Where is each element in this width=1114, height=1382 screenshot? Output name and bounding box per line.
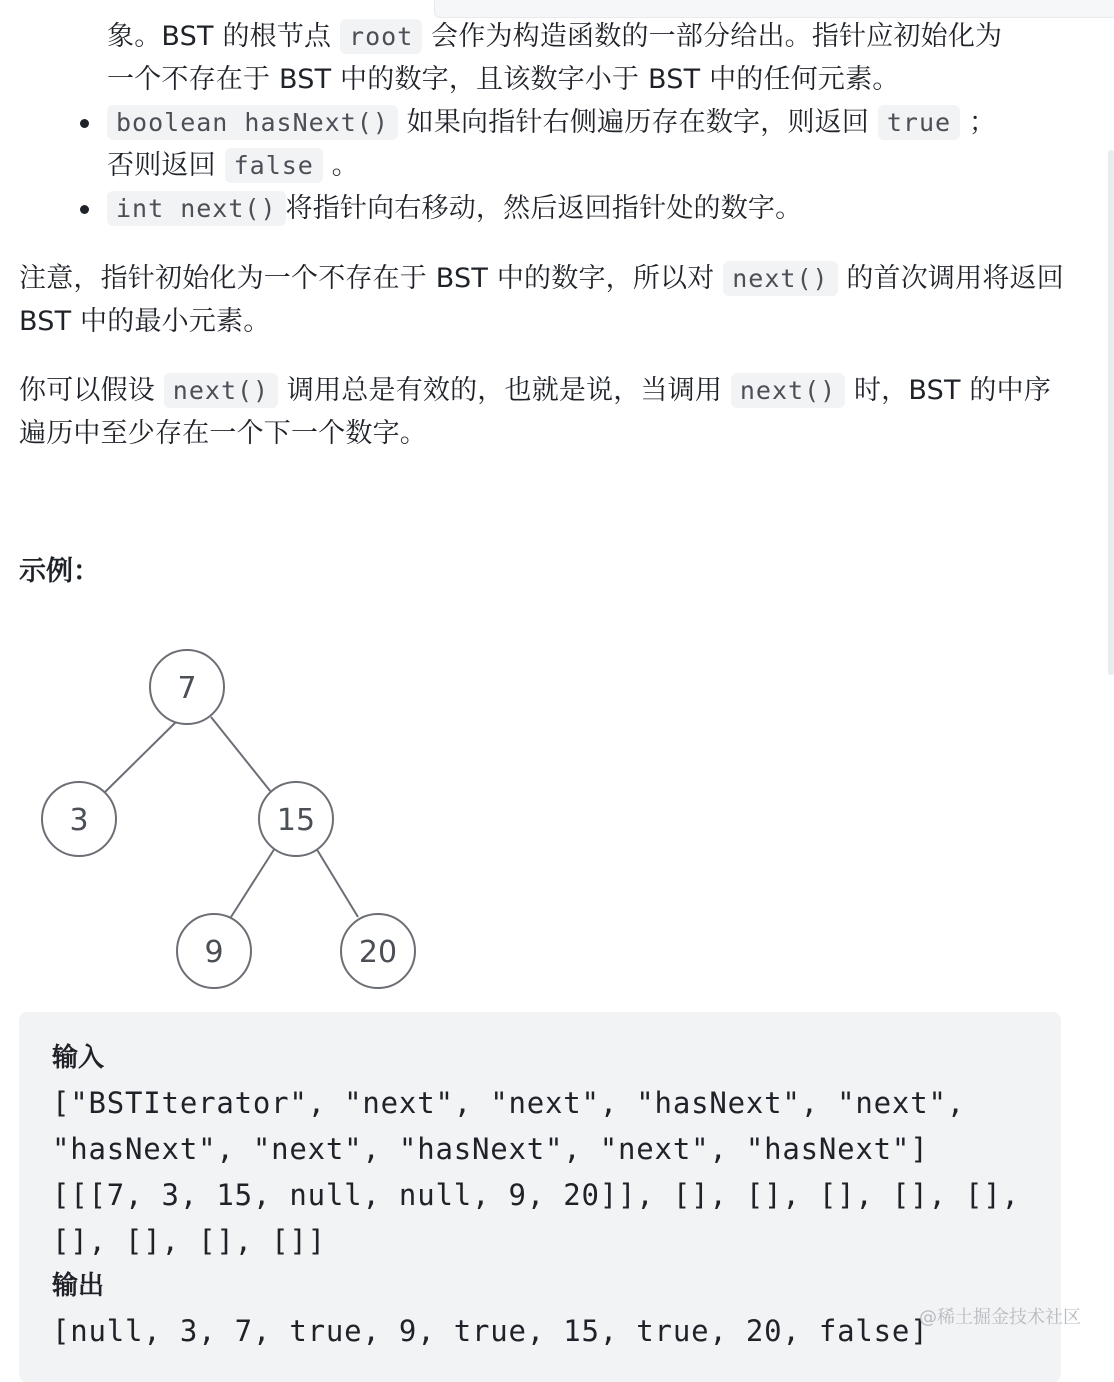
text: 如果向指针右侧遍历存在数字，则返回 <box>397 107 878 138</box>
node-label-15: 15 <box>276 803 316 838</box>
list-item-has-next <box>19 101 1059 187</box>
text: 注意，指针初始化为一个不存在于 BST 中的数字，所以对 <box>19 263 724 294</box>
output-label: 输出 <box>52 1271 105 1301</box>
node-label-3: 3 <box>69 803 89 838</box>
text: 的首次调用将返回 BST 中的最小元素。 <box>19 263 1064 337</box>
code-block-content <box>52 1036 1042 1354</box>
text: 将指针向右移动，然后返回指针处的数字。 <box>285 193 803 224</box>
code-next: int next() <box>107 191 286 226</box>
node-label-20: 20 <box>358 935 398 970</box>
code-next: next() <box>731 373 845 408</box>
example-code-block <box>19 1012 1061 1382</box>
assumption-paragraph <box>19 369 1069 455</box>
watermark: @稀土掘金技术社区 <box>919 1307 1081 1328</box>
code-true: true <box>878 105 960 140</box>
output-line: [null, 3, 7, true, 9, true, 15, true, 20, false] <box>52 1314 929 1348</box>
code-next: next() <box>164 373 278 408</box>
text: 否则返回 <box>107 150 225 181</box>
node-label-7: 7 <box>177 671 197 706</box>
edge-7-15 <box>211 717 271 792</box>
input-label: 输入 <box>52 1043 105 1073</box>
list-item-next <box>19 187 1059 230</box>
list-item-constructor-continued <box>19 15 1059 101</box>
text: 象。BST 的根节点 <box>107 21 341 52</box>
edge-15-9 <box>231 848 275 917</box>
input-line: ["BSTIterator", "next", "next", "hasNext", "next", <box>52 1086 965 1120</box>
text: 会作为构造函数的一部分给出。指针应初始化为 <box>422 21 1003 52</box>
text: 一个不存在于 BST 中的数字，且该数字小于 BST 中的任何元素。 <box>107 64 900 95</box>
code-has-next: boolean hasNext() <box>107 105 398 140</box>
text: 你可以假设 <box>19 375 164 406</box>
text: 时，BST 的中序遍历中至少存在一个下一个数字。 <box>19 375 1052 449</box>
input-line: "hasNext", "next", "hasNext", "next", "hasNext"] <box>52 1132 929 1166</box>
input-line: [[[7, 3, 15, null, null, 9, 20]], [], [], [], [], [], <box>52 1178 1020 1212</box>
code-next: next() <box>723 261 837 296</box>
edge-15-20 <box>316 848 358 917</box>
edge-7-3 <box>104 717 181 793</box>
text: 调用总是有效的，也就是说，当调用 <box>278 375 731 406</box>
input-line: [], [], [], []] <box>52 1224 326 1258</box>
bst-diagram <box>19 620 459 1010</box>
code-root: root <box>340 19 422 54</box>
text: 。 <box>322 150 359 181</box>
scrollbar[interactable] <box>1108 150 1114 675</box>
note-paragraph <box>19 257 1069 343</box>
text: ； <box>960 107 997 138</box>
node-label-9: 9 <box>204 935 224 970</box>
example-heading: 示例： <box>19 556 100 587</box>
code-false: false <box>225 148 323 183</box>
method-list <box>19 15 1059 230</box>
